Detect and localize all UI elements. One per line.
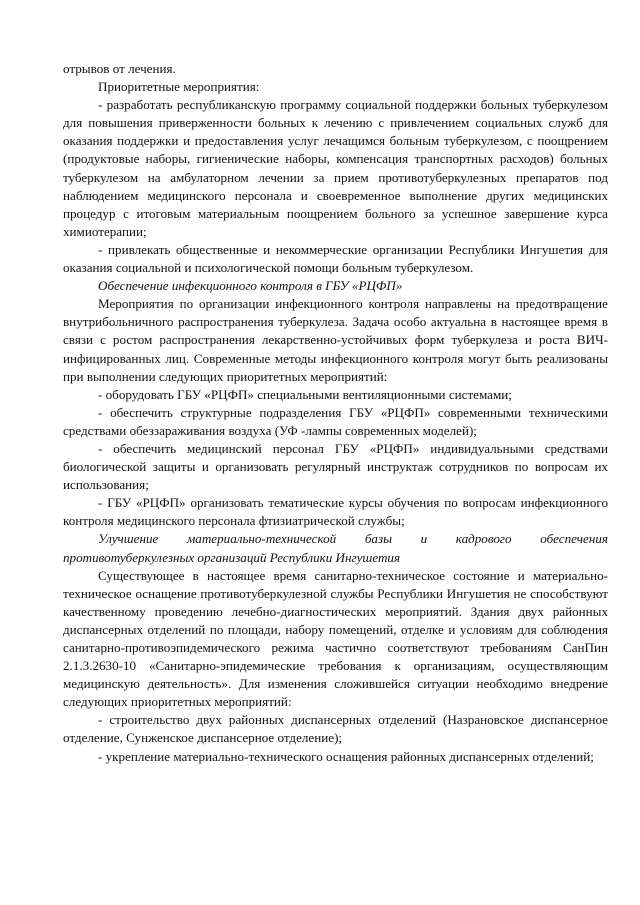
paragraph-ventilation: - оборудовать ГБУ «РЦФП» специальными вентиляционными системами;	[98, 386, 512, 402]
section-heading-infection-control: Обеспечение инфекционного контроля в ГБУ «РЦФП»	[98, 278, 403, 294]
paragraph-training-courses: - ГБУ «РЦФП» организовать тематические курсы обучения по вопросам инфекционного контроля медицинского персонала фтизиатрической службы;	[63, 495, 608, 529]
document-page	[63, 60, 608, 766]
paragraph-public-organizations: - привлекать общественные и некоммерческие организации Республики Ингушетия для оказания социальной и психологической помощи больным туберкулезом.	[63, 241, 608, 276]
paragraph-equipment-strengthening: - укрепление материально-технического оснащения районных диспансерных отделений;	[98, 748, 594, 764]
paragraph-social-support-program: - разработать республиканскую программу социальной поддержки больных туберкулезом для повышения приверженности больных к лечению с привлечением социальных служб для оказания поддержки и предоставления услуг лечащимся больным туберкулезом, с поощрением (продуктовые наборы, гигиенические наборы, компенсация транспортных расходов) больных туберкулезом на амбулаторном лечении за прием противотуберкулезных препаратов под наблюдением медицинского персонала и своевременное выполнение других медицинских процедур с итоговым материальным поощрением больного за успешное завершение курса химиотерапии;	[63, 97, 608, 239]
paragraph-construction: - строительство двух районных диспансерных отделений (Назрановское диспансерное отделение, Сунженское диспансерное отделение);	[63, 712, 608, 746]
paragraph-personal-protection: - обеспечить медицинский персонал ГБУ «РЦФП» индивидуальными средствами биологической защиты и организовать регулярный инструктаж сотрудников по вопросам их использования;	[63, 440, 608, 493]
paragraph-infection-control-intro: Мероприятия по организации инфекционного контроля направлены на предотвращение внутрибольничного распространения туберкулеза. Задача особо актуальна в настоящее время в связи с ростом распространения лекарственно-устойчивых форм туберкулеза и роста ВИЧ-инфицированных лиц. Современные методы инфекционного контроля могут быть реализованы при выполнении следующих приоритетных мероприятий:	[63, 296, 608, 384]
paragraph-air-disinfection: - обеспечить структурные подразделения ГБУ «РЦФП» современными техническими средствами обеззараживания воздуха (УФ -лампы современных моделей);	[63, 404, 608, 438]
paragraph-current-state: Существующее в настоящее время санитарно-техническое состояние и материально-техническое оснащение противотуберкулезной службы Республики Ингушетия не способствуют качественному проведению лечебно-диагностических мероприятий. Здания двух районных диспансерных отделений по площади, набору помещений, отделке и условиям для соблюдения санитарно-противоэпидемического режима частично соответствуют требованиям СанПин 2.1.3.2630-10 «Санитарно-эпидемические требования к организациям, осуществляющим медицинскую деятельность». Для изменения сложившейся ситуации необходимо внедрение следующих приоритетных мероприятий:	[63, 567, 608, 710]
paragraph-priority-measures-label: Приоритетные мероприятия:	[98, 79, 260, 95]
paragraph-continuation: отрывов от лечения.	[63, 61, 176, 76]
section-heading-material-base: Улучшение материально-технической базы и кадрового обеспечения противотуберкулезных организаций Республики Ингушетия	[63, 531, 608, 565]
